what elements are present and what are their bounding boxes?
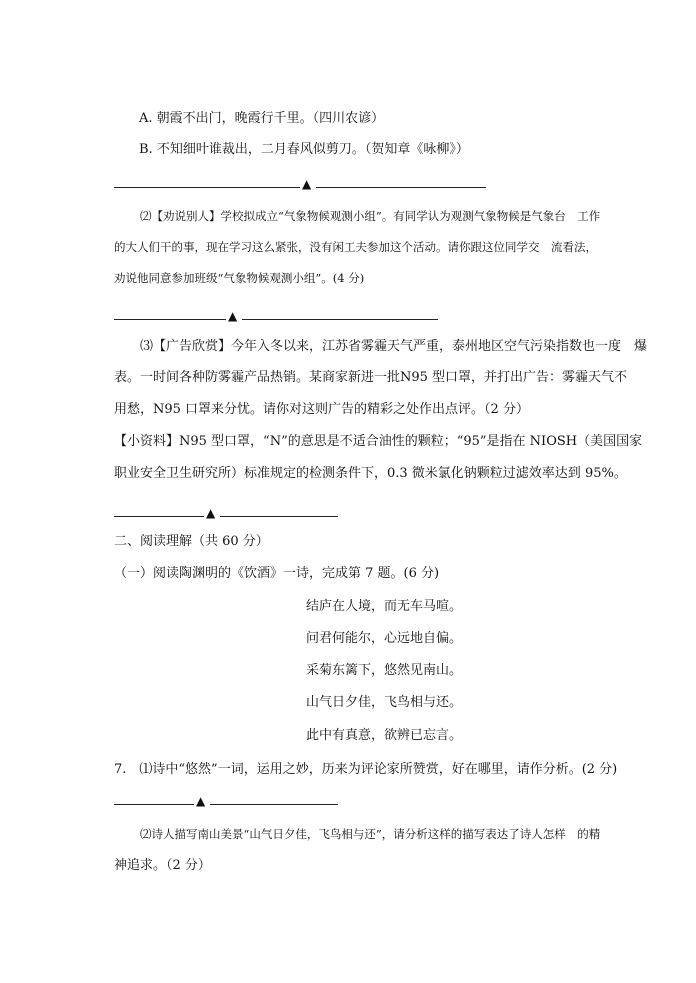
q7-line1: 7. ⑴诗中“悠然”一词，运用之妙，历来为评论家所赞赏，好在哪里，请作分析。(2 分) bbox=[114, 762, 618, 777]
option-b: B. 不知细叶谁裁出，二月春风似剪刀。（贺知章《咏柳》） bbox=[139, 142, 469, 157]
answer-blank-1 bbox=[114, 176, 486, 190]
poem-line-2: 问君何能尔，心远地自偏。 bbox=[306, 631, 463, 646]
answer-marker: ▲ bbox=[206, 506, 216, 520]
q6-2-line1: ⑵【劝说别人】学校拟成立“气象物候观测小组”。有同学认为观测气象物候是气象台 工作 bbox=[140, 209, 601, 223]
answer-marker: ▲ bbox=[228, 309, 238, 323]
q6-3-line1: ⑶【广告欣赏】今年入冬以来，江苏省雾霾天气严重，泰州地区空气污染指数也一度 爆 bbox=[140, 339, 648, 354]
option-a: A. 朝霞不出门，晚霞行千里。（四川农谚） bbox=[139, 111, 385, 126]
answer-marker: ▲ bbox=[302, 177, 312, 191]
q7-sub2-line1: ⑵诗人描写南山美景“山气日夕佳，飞鸟相与还”，请分析这样的描写表达了诗人怎样 的精 bbox=[140, 827, 601, 841]
answer-blank-2 bbox=[114, 308, 438, 322]
answer-blank-3 bbox=[114, 505, 338, 519]
poem-line-5: 此中有真意，欲辨已忘言。 bbox=[306, 728, 463, 743]
q7-sub2-line2: 神追求。（2 分） bbox=[114, 858, 211, 873]
answer-marker: ▲ bbox=[196, 794, 206, 808]
poem-line-3: 采菊东篱下，悠然见南山。 bbox=[306, 663, 463, 678]
q6-3-info1: 【小资料】N95 型口罩，“N”的意思是不适合油性的颗粒；“95”是指在 NIOSH（美国国家 bbox=[114, 434, 643, 449]
q6-3-info2: 职业安全卫生研究所）标准规定的检测条件下，0.3 微米氯化钠颗粒过滤效率达到 95%。 bbox=[114, 466, 627, 481]
answer-blank-4 bbox=[114, 793, 338, 807]
section-2-heading: 二、阅读理解（共 60 分） bbox=[114, 534, 269, 549]
q6-3-line2: 表。一时间各种防雾霾产品热销。某商家新进一批N95 型口罩，并打出广告：雾霾天气不 bbox=[114, 370, 628, 385]
part-1-intro: （一）阅读陶渊明的《饮酒》一诗，完成第 7 题。(6 分) bbox=[114, 566, 440, 581]
poem-line-4: 山气日夕佳，飞鸟相与还。 bbox=[306, 695, 463, 710]
q6-3-line3: 用愁，N95 口罩来分忧。请你对这则广告的精彩之处作出点评。（2 分） bbox=[114, 402, 529, 417]
poem-line-1: 结庐在人境，而无车马喧。 bbox=[306, 599, 463, 614]
q6-2-line2: 的大人们干的事，现在学习这么紧张，没有闲工夫参加这个活动。请你跟这位同学交 流看法， bbox=[114, 240, 597, 254]
q6-2-line3: 劝说他同意参加班级“气象物候观测小组”。(4 分) bbox=[114, 271, 365, 285]
